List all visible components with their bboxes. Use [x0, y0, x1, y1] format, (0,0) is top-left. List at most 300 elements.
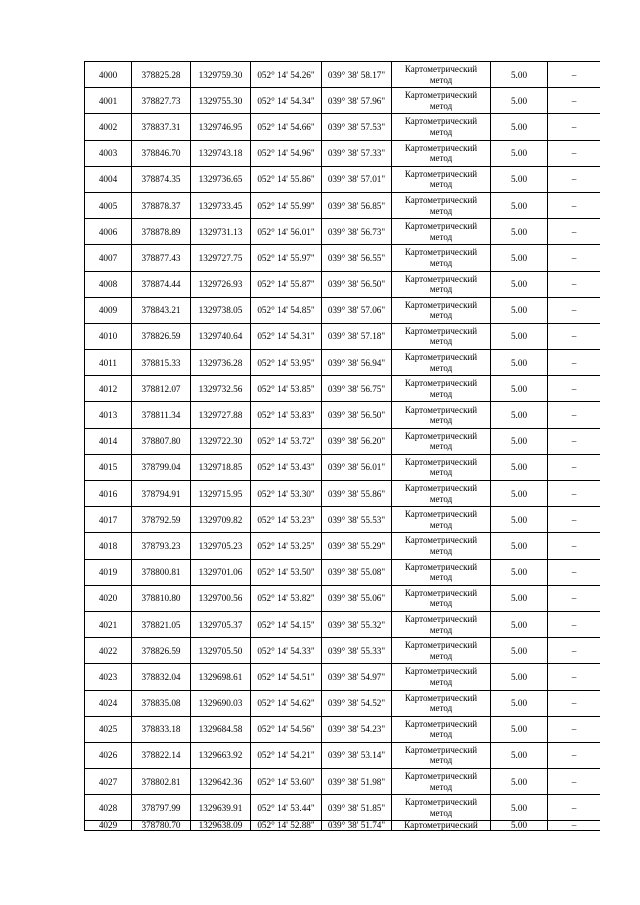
table-row: [85, 245, 601, 271]
y-coordinate-cell: 1329698.61: [191, 664, 251, 690]
table-row: [85, 585, 601, 611]
point-number-cell: 4000: [85, 62, 132, 88]
method-cell: [392, 350, 491, 376]
x-coordinate-cell: 378835.08: [132, 690, 191, 716]
table-row: [85, 742, 601, 768]
precision-cell: 5.00: [491, 716, 548, 742]
latitude-cell: 052° 14' 54.51": [251, 664, 322, 690]
longitude-cell: 039° 38' 51.74": [322, 821, 392, 831]
method-line-2: метод: [429, 100, 453, 111]
longitude-cell: 039° 38' 51.85": [322, 795, 392, 821]
dash-cell: –: [548, 690, 601, 716]
point-number-cell: 4028: [85, 795, 132, 821]
longitude-cell: 039° 38' 58.17": [322, 62, 392, 88]
y-coordinate-cell: 1329705.23: [191, 533, 251, 559]
y-coordinate-cell: 1329705.50: [191, 638, 251, 664]
method-line-1: Картометрический: [404, 378, 478, 389]
method-line-2: метод: [429, 284, 453, 295]
method-line-2: метод: [429, 362, 453, 373]
precision-cell: 5.00: [491, 245, 548, 271]
method-line-1: Картометрический: [404, 352, 478, 363]
precision-cell: 5.00: [491, 769, 548, 795]
longitude-cell: 039° 38' 57.18": [322, 323, 392, 349]
method-cell: [392, 507, 491, 533]
dash-cell: –: [548, 742, 601, 768]
method-line-2: метод: [429, 415, 453, 426]
precision-cell: 5.00: [491, 376, 548, 402]
point-number-cell: 4024: [85, 690, 132, 716]
point-number-cell: 4007: [85, 245, 132, 271]
table-row: [85, 271, 601, 297]
point-number-cell: 4006: [85, 219, 132, 245]
dash-cell: –: [548, 271, 601, 297]
method-line-2: метод: [429, 519, 453, 530]
dash-cell: –: [548, 376, 601, 402]
point-number-cell: 4018: [85, 533, 132, 559]
table-row: [85, 219, 601, 245]
y-coordinate-cell: 1329715.95: [191, 481, 251, 507]
latitude-cell: 052° 14' 54.96": [251, 140, 322, 166]
y-coordinate-cell: 1329726.93: [191, 271, 251, 297]
latitude-cell: 052° 14' 53.82": [251, 585, 322, 611]
x-coordinate-cell: 378800.81: [132, 559, 191, 585]
x-coordinate-cell: 378821.05: [132, 611, 191, 637]
table-row: [85, 821, 601, 831]
longitude-cell: 039° 38' 56.55": [322, 245, 392, 271]
method-line-2: метод: [429, 807, 453, 818]
latitude-cell: 052° 14' 54.21": [251, 742, 322, 768]
precision-cell: 5.00: [491, 559, 548, 585]
latitude-cell: 052° 14' 53.23": [251, 507, 322, 533]
method-cell: [392, 245, 491, 271]
x-coordinate-cell: 378780.70: [132, 821, 191, 831]
longitude-cell: 039° 38' 55.53": [322, 507, 392, 533]
latitude-cell: 052° 14' 54.15": [251, 611, 322, 637]
latitude-cell: 052° 14' 54.62": [251, 690, 322, 716]
method-cell: [392, 690, 491, 716]
coordinates-table: [84, 61, 600, 831]
table-row: [85, 166, 601, 192]
precision-cell: 5.00: [491, 166, 548, 192]
method-cell: [392, 323, 491, 349]
dash-cell: –: [548, 716, 601, 742]
longitude-cell: 039° 38' 56.20": [322, 428, 392, 454]
dash-cell: –: [548, 481, 601, 507]
precision-cell: 5.00: [491, 638, 548, 664]
precision-cell: 5.00: [491, 821, 548, 831]
y-coordinate-cell: 1329736.65: [191, 166, 251, 192]
x-coordinate-cell: 378807.80: [132, 428, 191, 454]
method-cell: Картометрический: [392, 821, 491, 831]
latitude-cell: 052° 14' 55.99": [251, 192, 322, 218]
dash-cell: –: [548, 821, 601, 831]
longitude-cell: 039° 38' 55.29": [322, 533, 392, 559]
method-cell: [392, 114, 491, 140]
method-line-1: Картометрический: [404, 325, 478, 336]
point-number-cell: 4008: [85, 271, 132, 297]
latitude-cell: 052° 14' 54.31": [251, 323, 322, 349]
document-page: [84, 61, 600, 838]
method-line-1: Картометрический: [404, 299, 478, 310]
method-cell: [392, 140, 491, 166]
longitude-cell: 039° 38' 51.98": [322, 769, 392, 795]
longitude-cell: 039° 38' 54.97": [322, 664, 392, 690]
method-line-2: метод: [429, 703, 453, 714]
latitude-cell: 052° 14' 54.26": [251, 62, 322, 88]
method-line-1: Картометрический: [404, 614, 478, 625]
x-coordinate-cell: 378810.80: [132, 585, 191, 611]
latitude-cell: 052° 14' 54.66": [251, 114, 322, 140]
y-coordinate-cell: 1329722.30: [191, 428, 251, 454]
longitude-cell: 039° 38' 53.14": [322, 742, 392, 768]
point-number-cell: 4014: [85, 428, 132, 454]
x-coordinate-cell: 378832.04: [132, 664, 191, 690]
method-line-1: Картометрический: [404, 456, 478, 467]
longitude-cell: 039° 38' 57.33": [322, 140, 392, 166]
precision-cell: 5.00: [491, 350, 548, 376]
method-cell: [392, 533, 491, 559]
point-number-cell: 4026: [85, 742, 132, 768]
precision-cell: 5.00: [491, 140, 548, 166]
dash-cell: –: [548, 533, 601, 559]
x-coordinate-cell: 378802.81: [132, 769, 191, 795]
precision-cell: 5.00: [491, 664, 548, 690]
precision-cell: 5.00: [491, 219, 548, 245]
method-line-1: Картометрический: [404, 587, 478, 598]
table-row: [85, 481, 601, 507]
latitude-cell: 052° 14' 53.95": [251, 350, 322, 376]
longitude-cell: 039° 38' 56.94": [322, 350, 392, 376]
point-number-cell: 4004: [85, 166, 132, 192]
x-coordinate-cell: 378846.70: [132, 140, 191, 166]
method-cell: [392, 742, 491, 768]
table-row: [85, 611, 601, 637]
latitude-cell: 052° 14' 54.56": [251, 716, 322, 742]
x-coordinate-cell: 378827.73: [132, 88, 191, 114]
x-coordinate-cell: 378792.59: [132, 507, 191, 533]
latitude-cell: 052° 14' 54.85": [251, 297, 322, 323]
method-line-2: метод: [429, 310, 453, 321]
latitude-cell: 052° 14' 53.43": [251, 454, 322, 480]
method-line-2: метод: [429, 153, 453, 164]
table-row: [85, 690, 601, 716]
precision-cell: 5.00: [491, 795, 548, 821]
dash-cell: –: [548, 114, 601, 140]
method-line-1: Картометрический: [404, 535, 478, 546]
table-row: [85, 716, 601, 742]
latitude-cell: 052° 14' 53.85": [251, 376, 322, 402]
precision-cell: 5.00: [491, 742, 548, 768]
method-line-1: Картометрический: [404, 718, 478, 729]
method-line-2: метод: [429, 231, 453, 242]
latitude-cell: 052° 14' 53.25": [251, 533, 322, 559]
table-row: [85, 376, 601, 402]
point-number-cell: 4009: [85, 297, 132, 323]
dash-cell: –: [548, 297, 601, 323]
y-coordinate-cell: 1329642.36: [191, 769, 251, 795]
y-coordinate-cell: 1329638.09: [191, 821, 251, 831]
x-coordinate-cell: 378874.35: [132, 166, 191, 192]
precision-cell: 5.00: [491, 62, 548, 88]
method-cell: [392, 428, 491, 454]
x-coordinate-cell: 378793.23: [132, 533, 191, 559]
method-cell: [392, 454, 491, 480]
y-coordinate-cell: 1329700.56: [191, 585, 251, 611]
method-line-2: метод: [429, 650, 453, 661]
x-coordinate-cell: 378812.07: [132, 376, 191, 402]
latitude-cell: 052° 14' 55.86": [251, 166, 322, 192]
method-line-2: метод: [429, 467, 453, 478]
point-number-cell: 4011: [85, 350, 132, 376]
method-line-2: метод: [429, 545, 453, 556]
method-cell: [392, 611, 491, 637]
dash-cell: –: [548, 62, 601, 88]
precision-cell: 5.00: [491, 481, 548, 507]
dash-cell: –: [548, 428, 601, 454]
method-line-1: Картометрический: [404, 64, 478, 75]
dash-cell: –: [548, 192, 601, 218]
precision-cell: 5.00: [491, 192, 548, 218]
method-line-2: метод: [429, 676, 453, 687]
method-line-2: метод: [429, 624, 453, 635]
method-line-1: Картометрический: [404, 692, 478, 703]
latitude-cell: 052° 14' 55.97": [251, 245, 322, 271]
x-coordinate-cell: 378825.28: [132, 62, 191, 88]
table-row: [85, 323, 601, 349]
method-line-2: метод: [429, 336, 453, 347]
precision-cell: 5.00: [491, 611, 548, 637]
method-cell: [392, 638, 491, 664]
method-cell: [392, 481, 491, 507]
method-cell: [392, 192, 491, 218]
dash-cell: –: [548, 769, 601, 795]
latitude-cell: 052° 14' 53.83": [251, 402, 322, 428]
point-number-cell: 4015: [85, 454, 132, 480]
point-number-cell: 4021: [85, 611, 132, 637]
point-number-cell: 4027: [85, 769, 132, 795]
dash-cell: –: [548, 166, 601, 192]
x-coordinate-cell: 378811.34: [132, 402, 191, 428]
precision-cell: 5.00: [491, 507, 548, 533]
x-coordinate-cell: 378822.14: [132, 742, 191, 768]
method-line-2: метод: [429, 598, 453, 609]
longitude-cell: 039° 38' 54.52": [322, 690, 392, 716]
table-row: [85, 533, 601, 559]
y-coordinate-cell: 1329727.88: [191, 402, 251, 428]
method-cell: [392, 297, 491, 323]
method-line-2: метод: [429, 205, 453, 216]
method-line-2: метод: [429, 729, 453, 740]
dash-cell: –: [548, 795, 601, 821]
y-coordinate-cell: 1329746.95: [191, 114, 251, 140]
point-number-cell: 4013: [85, 402, 132, 428]
y-coordinate-cell: 1329755.30: [191, 88, 251, 114]
x-coordinate-cell: 378797.99: [132, 795, 191, 821]
method-line-1: Картометрический: [404, 561, 478, 572]
dash-cell: –: [548, 88, 601, 114]
method-line-1: Картометрический: [404, 273, 478, 284]
y-coordinate-cell: 1329743.18: [191, 140, 251, 166]
table-row: [85, 454, 601, 480]
method-cell: [392, 376, 491, 402]
method-cell: [392, 795, 491, 821]
point-number-cell: 4019: [85, 559, 132, 585]
method-cell: [392, 664, 491, 690]
point-number-cell: 4022: [85, 638, 132, 664]
method-cell: [392, 769, 491, 795]
point-number-cell: 4002: [85, 114, 132, 140]
table-row: [85, 402, 601, 428]
x-coordinate-cell: 378815.33: [132, 350, 191, 376]
longitude-cell: 039° 38' 56.73": [322, 219, 392, 245]
method-line-1: Картометрический: [404, 247, 478, 258]
table-row: [85, 507, 601, 533]
x-coordinate-cell: 378843.21: [132, 297, 191, 323]
y-coordinate-cell: 1329727.75: [191, 245, 251, 271]
longitude-cell: 039° 38' 56.01": [322, 454, 392, 480]
dash-cell: –: [548, 611, 601, 637]
precision-cell: 5.00: [491, 533, 548, 559]
x-coordinate-cell: 378826.59: [132, 323, 191, 349]
method-line-1: Картометрический: [404, 666, 478, 677]
precision-cell: 5.00: [491, 297, 548, 323]
precision-cell: 5.00: [491, 428, 548, 454]
precision-cell: 5.00: [491, 323, 548, 349]
longitude-cell: 039° 38' 54.23": [322, 716, 392, 742]
table-body: [85, 62, 601, 831]
point-number-cell: 4001: [85, 88, 132, 114]
longitude-cell: 039° 38' 57.96": [322, 88, 392, 114]
latitude-cell: 052° 14' 53.44": [251, 795, 322, 821]
point-number-cell: 4020: [85, 585, 132, 611]
x-coordinate-cell: 378878.89: [132, 219, 191, 245]
dash-cell: –: [548, 245, 601, 271]
dash-cell: –: [548, 507, 601, 533]
longitude-cell: 039° 38' 56.50": [322, 271, 392, 297]
longitude-cell: 039° 38' 55.08": [322, 559, 392, 585]
dash-cell: –: [548, 219, 601, 245]
longitude-cell: 039° 38' 57.01": [322, 166, 392, 192]
method-line-1: Картометрический: [404, 90, 478, 101]
longitude-cell: 039° 38' 55.33": [322, 638, 392, 664]
precision-cell: 5.00: [491, 271, 548, 297]
method-cell: [392, 62, 491, 88]
point-number-cell: 4012: [85, 376, 132, 402]
y-coordinate-cell: 1329705.37: [191, 611, 251, 637]
precision-cell: 5.00: [491, 402, 548, 428]
x-coordinate-cell: 378799.04: [132, 454, 191, 480]
longitude-cell: 039° 38' 55.86": [322, 481, 392, 507]
dash-cell: –: [548, 638, 601, 664]
method-line-2: метод: [429, 493, 453, 504]
y-coordinate-cell: 1329663.92: [191, 742, 251, 768]
longitude-cell: 039° 38' 56.85": [322, 192, 392, 218]
precision-cell: 5.00: [491, 88, 548, 114]
method-cell: [392, 402, 491, 428]
table-row: [85, 88, 601, 114]
latitude-cell: 052° 14' 53.60": [251, 769, 322, 795]
method-cell: [392, 88, 491, 114]
dash-cell: –: [548, 350, 601, 376]
method-line-1: Картометрический: [404, 640, 478, 651]
table-row: [85, 769, 601, 795]
longitude-cell: 039° 38' 56.75": [322, 376, 392, 402]
y-coordinate-cell: 1329736.28: [191, 350, 251, 376]
method-line-2: метод: [429, 257, 453, 268]
table-row: [85, 350, 601, 376]
method-cell: [392, 716, 491, 742]
point-number-cell: 4005: [85, 192, 132, 218]
method-line-1: Картометрический: [404, 430, 478, 441]
method-line-1: Картометрический: [404, 483, 478, 494]
table-row: [85, 428, 601, 454]
precision-cell: 5.00: [491, 690, 548, 716]
x-coordinate-cell: 378874.44: [132, 271, 191, 297]
table-row: [85, 795, 601, 821]
point-number-cell: 4017: [85, 507, 132, 533]
method-line-1: Картометрический: [404, 509, 478, 520]
y-coordinate-cell: 1329733.45: [191, 192, 251, 218]
latitude-cell: 052° 14' 55.87": [251, 271, 322, 297]
dash-cell: –: [548, 140, 601, 166]
table-row: [85, 559, 601, 585]
dash-cell: –: [548, 559, 601, 585]
precision-cell: 5.00: [491, 585, 548, 611]
table-row: [85, 297, 601, 323]
method-line-1: Картометрический: [404, 195, 478, 206]
method-cell: [392, 166, 491, 192]
point-number-cell: 4023: [85, 664, 132, 690]
dash-cell: –: [548, 585, 601, 611]
point-number-cell: 4010: [85, 323, 132, 349]
latitude-cell: 052° 14' 53.72": [251, 428, 322, 454]
y-coordinate-cell: 1329759.30: [191, 62, 251, 88]
method-line-2: метод: [429, 755, 453, 766]
table-row: [85, 664, 601, 690]
longitude-cell: 039° 38' 56.50": [322, 402, 392, 428]
method-line-2: метод: [429, 572, 453, 583]
x-coordinate-cell: 378877.43: [132, 245, 191, 271]
y-coordinate-cell: 1329738.05: [191, 297, 251, 323]
latitude-cell: 052° 14' 56.01": [251, 219, 322, 245]
latitude-cell: 052° 14' 53.30": [251, 481, 322, 507]
precision-cell: 5.00: [491, 454, 548, 480]
latitude-cell: 052° 14' 52.88": [251, 821, 322, 831]
method-line-2: метод: [429, 388, 453, 399]
table-row: [85, 140, 601, 166]
dash-cell: –: [548, 454, 601, 480]
longitude-cell: 039° 38' 57.53": [322, 114, 392, 140]
method-line-1: Картометрический: [404, 221, 478, 232]
table-row: [85, 114, 601, 140]
point-number-cell: 4003: [85, 140, 132, 166]
y-coordinate-cell: 1329684.58: [191, 716, 251, 742]
y-coordinate-cell: 1329740.64: [191, 323, 251, 349]
method-line-1: Картометрический: [404, 744, 478, 755]
table-row: [85, 62, 601, 88]
method-line-1: Картометрический: [404, 771, 478, 782]
latitude-cell: 052° 14' 53.50": [251, 559, 322, 585]
method-line-2: метод: [429, 781, 453, 792]
dash-cell: –: [548, 323, 601, 349]
longitude-cell: 039° 38' 55.06": [322, 585, 392, 611]
y-coordinate-cell: 1329639.91: [191, 795, 251, 821]
point-number-cell: 4016: [85, 481, 132, 507]
method-line-1: Картометрический: [404, 404, 478, 415]
x-coordinate-cell: 378826.59: [132, 638, 191, 664]
method-line-1: Картометрический: [404, 116, 478, 127]
method-line-1: Картометрический: [404, 168, 478, 179]
